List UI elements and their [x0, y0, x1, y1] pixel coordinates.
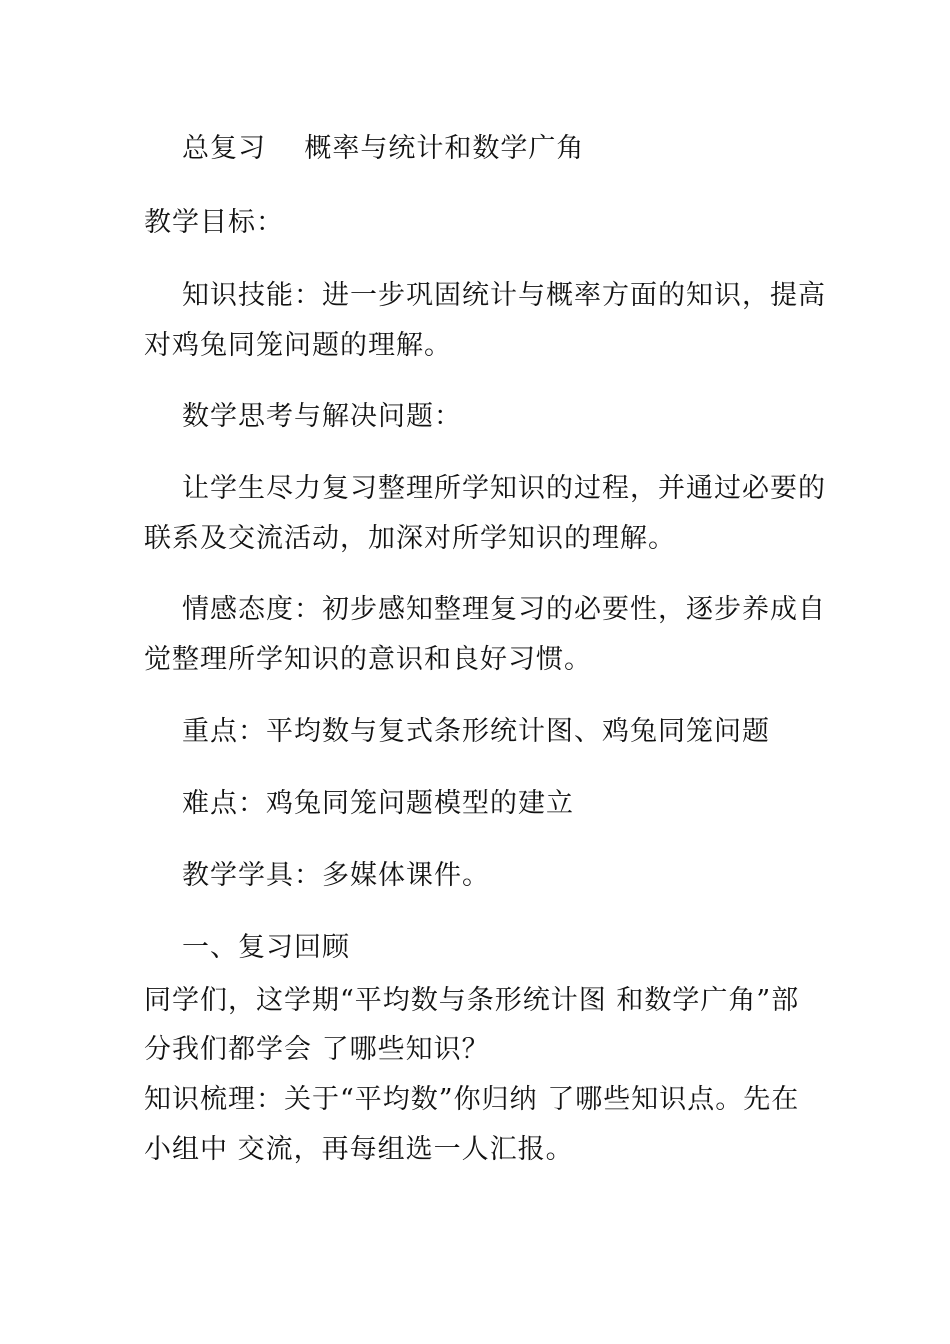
math-thinking-line-1: 让学生尽力复习整理所学知识的过程，并通过必要的 — [182, 473, 826, 504]
review-question-line-2: 分我们都学会 了哪些知识？ — [144, 1034, 490, 1065]
key-points: 重点：平均数与复式条形统计图、鸡兔同笼问题 — [182, 716, 770, 747]
objectives-heading: 教学目标： — [144, 207, 284, 238]
math-thinking-heading: 数学思考与解决问题： — [182, 401, 462, 432]
teaching-tools: 教学学具：多媒体课件。 — [182, 860, 490, 891]
knowledge-sorting-line-2: 小组中 交流，再每组选一人汇报。 — [144, 1134, 574, 1165]
knowledge-sorting-line-1: 知识梳理：关于“平均数”你归纳 了哪些知识点。先在 — [144, 1084, 800, 1115]
difficulty: 难点：鸡兔同笼问题模型的建立 — [182, 788, 574, 819]
emotion-line-2: 觉整理所学知识的意识和良好习惯。 — [144, 644, 592, 675]
review-question-line-1: 同学们，这学期“平均数与条形统计图 和数学广角”部 — [144, 985, 800, 1016]
knowledge-skill-line-2: 对鸡兔同笼问题的理解。 — [144, 330, 452, 361]
document-title: 总复习 概率与统计和数学广角 — [182, 133, 585, 164]
knowledge-skill-line-1: 知识技能：进一步巩固统计与概率方面的知识，提高 — [182, 280, 826, 311]
math-thinking-line-2: 联系及交流活动，加深对所学知识的理解。 — [144, 523, 676, 554]
section-one-heading: 一、复习回顾 — [182, 932, 350, 963]
emotion-line-1: 情感态度：初步感知整理复习的必要性，逐步养成自 — [182, 594, 826, 625]
